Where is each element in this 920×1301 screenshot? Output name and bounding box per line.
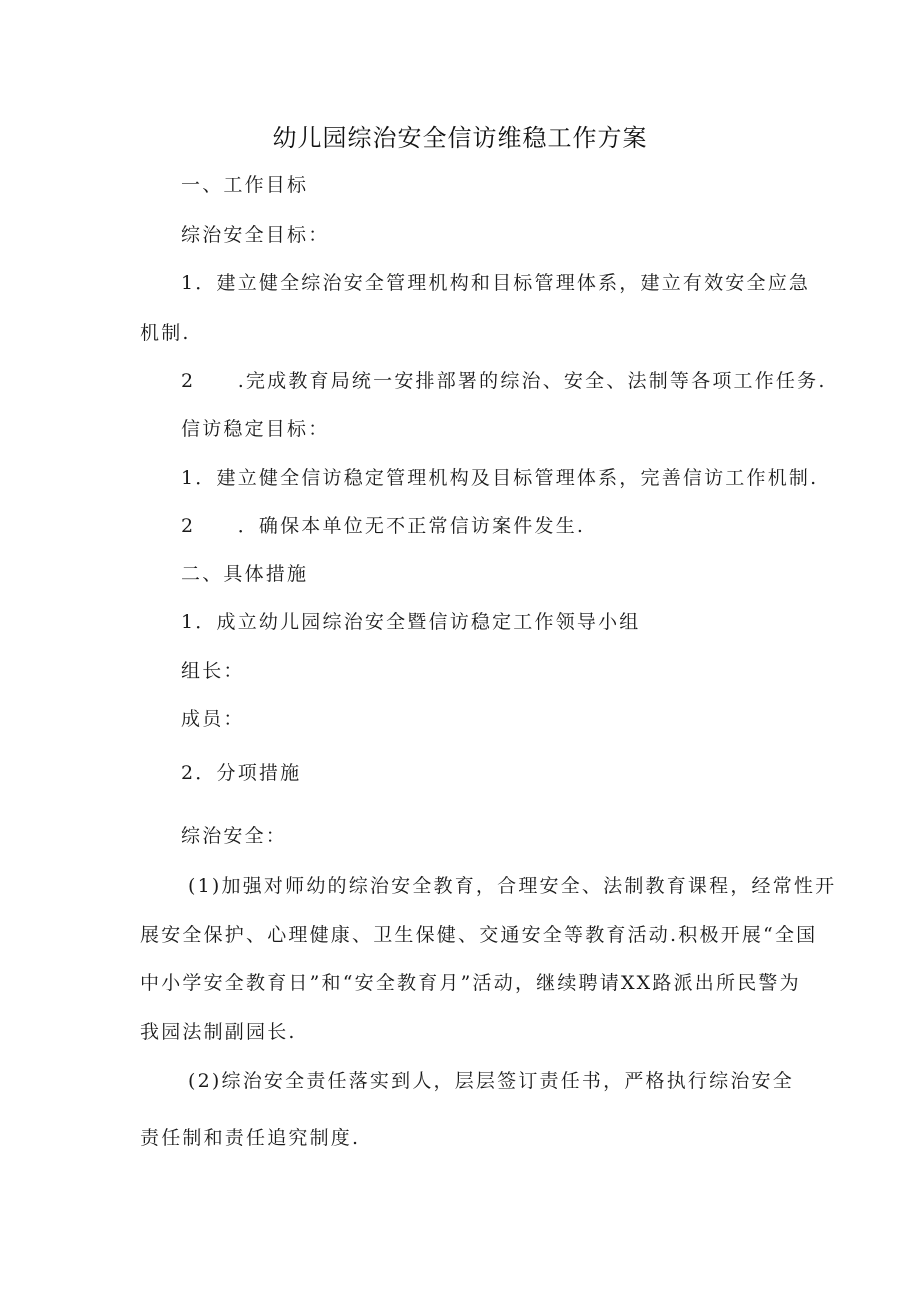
paragraph-line: 我园法制副园长. — [140, 1021, 297, 1043]
paragraph-line: (2)综治安全责任落实到人，层层签订责任书，严格执行综治安全 — [188, 1070, 794, 1092]
paragraph-line: 2 .完成教育局统一安排部署的综治、安全、法制等各项工作任务. — [181, 370, 827, 392]
subheading-safety: 综治安全： — [181, 825, 288, 847]
paragraph-line: 2 ．确保本单位无不正常信访案件发生. — [181, 515, 586, 537]
paragraph-line: 1．成立幼儿园综治安全暨信访稳定工作领导小组 — [181, 611, 641, 633]
paragraph-line: 责任制和责任追究制度. — [140, 1127, 361, 1149]
paragraph-line: 1．建立健全综治安全管理机构和目标管理体系，建立有效安全应急 — [181, 272, 811, 294]
field-group-leader: 组长： — [181, 660, 245, 682]
section-heading-measures: 二、具体措施 — [181, 563, 309, 585]
paragraph-line: 2．分项措施 — [181, 762, 302, 784]
paragraph-line: 展安全保护、心理健康、卫生保健、交通安全等教育活动.积极开展“全国 — [140, 924, 818, 946]
paragraph-line: 1．建立健全信访稳定管理机构及目标管理体系，完善信访工作机制. — [181, 467, 819, 489]
paragraph-line: 机制. — [140, 322, 191, 344]
section-heading-goals: 一、工作目标 — [181, 174, 309, 196]
subheading-safety-goals: 综治安全目标： — [181, 224, 330, 246]
paragraph-line: (1)加强对师幼的综治安全教育，合理安全、法制教育课程，经常性开 — [188, 875, 837, 897]
field-members: 成员： — [181, 708, 245, 730]
document-title: 幼儿园综治安全信访维稳工作方案 — [272, 124, 648, 152]
subheading-petition-goals: 信访稳定目标： — [181, 418, 330, 440]
paragraph-line: 中小学安全教育日”和“安全教育月”活动，继续聘请XX路派出所民警为 — [140, 972, 801, 994]
